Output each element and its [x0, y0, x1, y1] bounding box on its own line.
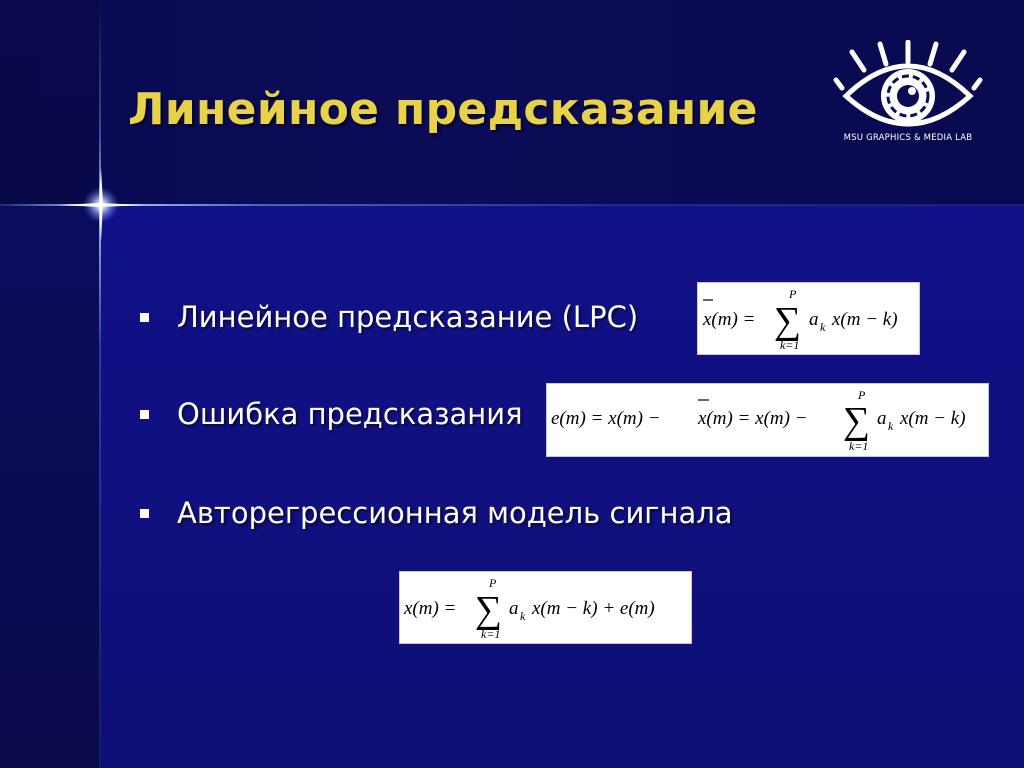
- sparkle-icon: [56, 160, 146, 250]
- bullet-item: [140, 397, 523, 431]
- sum-symbol: ∑: [774, 300, 802, 342]
- sum-lower-limit: k=1: [481, 627, 501, 641]
- formula-error: [546, 383, 989, 457]
- bullet-square-icon: [140, 509, 149, 518]
- coef-sub: k: [888, 419, 894, 433]
- bullet-item: [140, 300, 638, 334]
- formula-ar-model: [399, 571, 692, 644]
- formula-lhs: x(m) =: [703, 309, 756, 330]
- bullet-square-icon: [140, 313, 149, 322]
- bullet-item: [140, 496, 733, 530]
- bullet-square-icon: [140, 410, 149, 419]
- left-band: [0, 0, 100, 768]
- formula-rhs: x(m − k): [900, 408, 966, 429]
- sum-upper-limit: P: [858, 388, 866, 402]
- coef-sub: k: [520, 609, 526, 623]
- formula-part1: e(m) = x(m) −: [551, 408, 661, 429]
- sum-symbol: ∑: [475, 589, 503, 631]
- sum-symbol: ∑: [843, 400, 871, 442]
- formula-part2: x(m) = x(m) −: [698, 408, 808, 429]
- logo-caption: MSU GRAPHICS & MEDIA LAB: [843, 133, 973, 143]
- bullet-text: Ошибка предсказания: [177, 397, 523, 431]
- bullet-text: Авторегрессионная модель сигнала: [177, 496, 733, 530]
- bullet-text: Линейное предсказание (LPC): [177, 300, 639, 334]
- formula-lhs: x(m) =: [404, 598, 457, 619]
- formula-lpc: [697, 282, 920, 355]
- coef-a: a: [809, 309, 819, 330]
- sum-lower-limit: k=1: [780, 338, 800, 352]
- sum-lower-limit: k=1: [849, 439, 869, 453]
- vertical-accent-line: [99, 0, 101, 768]
- sum-upper-limit: P: [489, 576, 497, 590]
- formula-rhs: x(m − k) + e(m): [532, 598, 655, 619]
- coef-a: a: [877, 408, 887, 429]
- slide-title: Линейное предсказание: [128, 84, 758, 135]
- horizontal-accent-line: [0, 204, 1024, 206]
- formula-rhs: x(m − k): [832, 309, 898, 330]
- coef-a: a: [509, 598, 519, 619]
- coef-sub: k: [820, 320, 826, 334]
- sum-upper-limit: P: [789, 287, 797, 301]
